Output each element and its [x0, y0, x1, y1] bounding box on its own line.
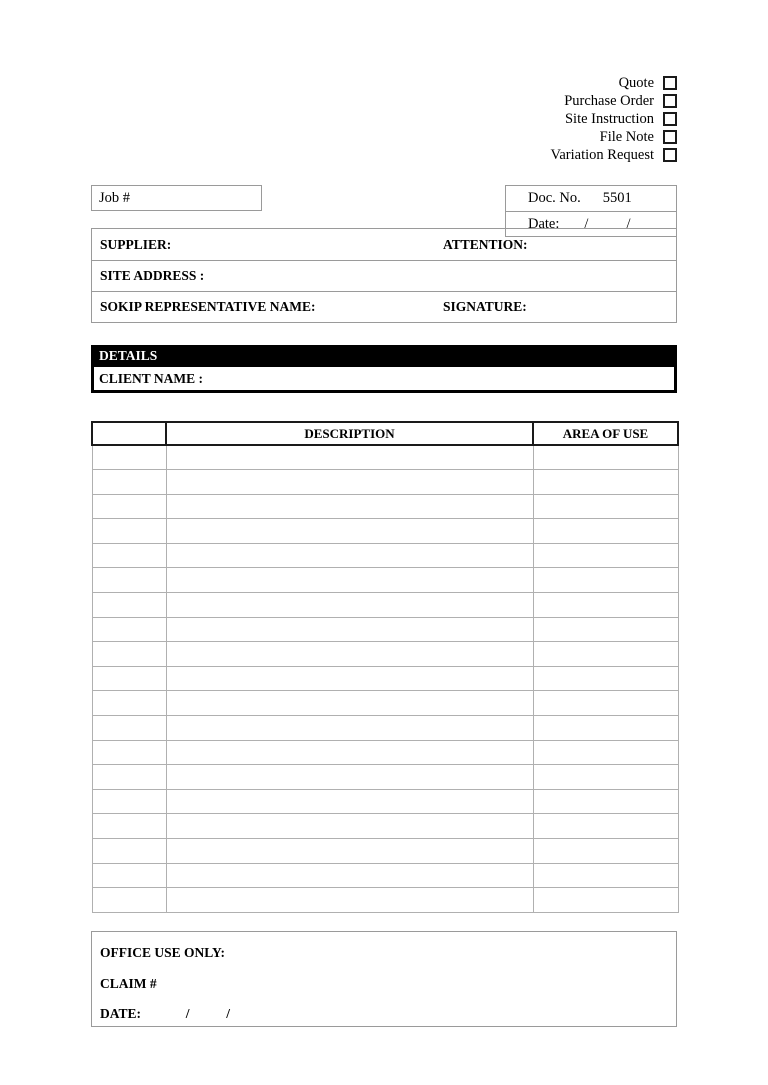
doc-number-row: [506, 186, 676, 211]
doc-number-label: Doc. No.: [528, 190, 581, 206]
cell-description[interactable]: [166, 814, 533, 839]
details-block: [91, 345, 677, 393]
cell-area-of-use[interactable]: [533, 593, 678, 618]
office-date-row[interactable]: [100, 1006, 230, 1022]
cell-area-of-use[interactable]: [533, 445, 678, 470]
checkbox-purchase-order[interactable]: [663, 94, 677, 108]
doc-date-separator-2: /: [626, 215, 631, 232]
cell-area-of-use[interactable]: [533, 691, 678, 716]
table-row[interactable]: [92, 494, 678, 519]
items-table-body: [92, 445, 678, 912]
cell-description[interactable]: [166, 691, 533, 716]
cell-description[interactable]: [166, 445, 533, 470]
cell-description[interactable]: [166, 470, 533, 495]
site-address-label: SITE ADDRESS :: [100, 268, 205, 283]
cell-index[interactable]: [92, 691, 166, 716]
items-table-header-row: [92, 422, 678, 445]
table-row[interactable]: [92, 568, 678, 593]
column-header-index: [92, 422, 166, 445]
table-row[interactable]: [92, 716, 678, 741]
cell-index[interactable]: [92, 666, 166, 691]
cell-area-of-use[interactable]: [533, 789, 678, 814]
checkbox-row-quote[interactable]: [357, 74, 677, 92]
table-row[interactable]: [92, 642, 678, 667]
cell-index[interactable]: [92, 617, 166, 642]
cell-area-of-use[interactable]: [533, 519, 678, 544]
claim-number-label: CLAIM #: [100, 976, 157, 991]
cell-area-of-use[interactable]: [533, 888, 678, 913]
supplier-row[interactable]: [92, 229, 676, 260]
office-date-separator-2: /: [226, 1006, 231, 1021]
checkbox-label-quote: Quote: [618, 75, 654, 91]
cell-index[interactable]: [92, 568, 166, 593]
cell-description[interactable]: [166, 863, 533, 888]
office-date-label: DATE:: [100, 1006, 142, 1021]
cell-index[interactable]: [92, 863, 166, 888]
table-row[interactable]: [92, 519, 678, 544]
cell-index[interactable]: [92, 716, 166, 741]
cell-area-of-use[interactable]: [533, 814, 678, 839]
cell-description[interactable]: [166, 593, 533, 618]
cell-area-of-use[interactable]: [533, 470, 678, 495]
cell-index[interactable]: [92, 470, 166, 495]
table-row[interactable]: [92, 765, 678, 790]
claim-number-row[interactable]: [100, 976, 157, 992]
checkbox-label-file-note: File Note: [599, 129, 654, 145]
checkbox-quote[interactable]: [663, 76, 677, 90]
checkbox-site-instruction[interactable]: [663, 112, 677, 126]
representative-row[interactable]: [92, 291, 676, 322]
column-header-area-of-use: AREA OF USE: [533, 422, 678, 445]
cell-area-of-use[interactable]: [533, 666, 678, 691]
table-row[interactable]: [92, 593, 678, 618]
cell-description[interactable]: [166, 789, 533, 814]
cell-index[interactable]: [92, 543, 166, 568]
table-row[interactable]: [92, 543, 678, 568]
checkbox-row-purchase-order[interactable]: [357, 92, 677, 110]
office-use-title: OFFICE USE ONLY:: [100, 945, 226, 960]
representative-name-label: SOKIP REPRESENTATIVE NAME:: [100, 299, 316, 314]
cell-index[interactable]: [92, 494, 166, 519]
items-table: [91, 421, 679, 913]
cell-index[interactable]: [92, 814, 166, 839]
cell-description[interactable]: [166, 642, 533, 667]
checkbox-row-site-instruction[interactable]: [357, 110, 677, 128]
checkbox-file-note[interactable]: [663, 130, 677, 144]
job-number-label: Job #: [99, 190, 131, 206]
table-row[interactable]: [92, 445, 678, 470]
cell-area-of-use[interactable]: [533, 642, 678, 667]
document-type-checkbox-list: [357, 74, 677, 164]
cell-description[interactable]: [166, 617, 533, 642]
client-name-row[interactable]: [91, 367, 677, 393]
cell-description[interactable]: [166, 543, 533, 568]
cell-index[interactable]: [92, 445, 166, 470]
cell-area-of-use[interactable]: [533, 716, 678, 741]
cell-description[interactable]: [166, 666, 533, 691]
cell-index[interactable]: [92, 789, 166, 814]
cell-index[interactable]: [92, 593, 166, 618]
table-row[interactable]: [92, 666, 678, 691]
column-header-description: DESCRIPTION: [166, 422, 533, 445]
job-number-field[interactable]: [91, 185, 262, 211]
checkbox-row-file-note[interactable]: [357, 128, 677, 146]
checkbox-label-site-instruction: Site Instruction: [564, 111, 654, 127]
supplier-label: SUPPLIER:: [100, 236, 172, 252]
cell-index[interactable]: [92, 519, 166, 544]
details-header: DETAILS: [91, 345, 677, 367]
cell-description[interactable]: [166, 888, 533, 913]
cell-index[interactable]: [92, 839, 166, 864]
cell-area-of-use[interactable]: [533, 543, 678, 568]
doc-date-label: Date:: [528, 215, 560, 232]
cell-area-of-use[interactable]: [533, 863, 678, 888]
table-row[interactable]: [92, 617, 678, 642]
checkbox-variation-request[interactable]: [663, 148, 677, 162]
cell-description[interactable]: [166, 716, 533, 741]
table-row[interactable]: [92, 789, 678, 814]
signature-label: SIGNATURE:: [443, 299, 527, 314]
table-row[interactable]: [92, 839, 678, 864]
site-address-row[interactable]: [92, 260, 676, 291]
doc-date-separator-1: /: [584, 215, 589, 232]
cell-description[interactable]: [166, 765, 533, 790]
cell-area-of-use[interactable]: [533, 839, 678, 864]
table-row[interactable]: [92, 888, 678, 913]
table-row[interactable]: [92, 814, 678, 839]
office-date-separator-1: /: [185, 1006, 190, 1021]
cell-description[interactable]: [166, 839, 533, 864]
cell-description[interactable]: [166, 568, 533, 593]
table-row[interactable]: [92, 863, 678, 888]
cell-area-of-use[interactable]: [533, 617, 678, 642]
cell-area-of-use[interactable]: [533, 568, 678, 593]
cell-description[interactable]: [166, 519, 533, 544]
cell-index[interactable]: [92, 642, 166, 667]
checkbox-label-purchase-order: Purchase Order: [564, 93, 654, 109]
cell-index[interactable]: [92, 740, 166, 765]
table-row[interactable]: [92, 470, 678, 495]
cell-index[interactable]: [92, 765, 166, 790]
table-row[interactable]: [92, 691, 678, 716]
cell-index[interactable]: [92, 888, 166, 913]
table-row[interactable]: [92, 740, 678, 765]
cell-area-of-use[interactable]: [533, 740, 678, 765]
cell-description[interactable]: [166, 494, 533, 519]
doc-number-value: 5501: [602, 190, 632, 206]
office-use-block: [91, 931, 677, 1027]
client-name-label: CLIENT NAME :: [99, 370, 204, 386]
checkbox-row-variation-request[interactable]: [357, 146, 677, 164]
supplier-info-block: [91, 228, 677, 323]
checkbox-label-variation-request: Variation Request: [550, 147, 654, 163]
cell-area-of-use[interactable]: [533, 494, 678, 519]
attention-label: ATTENTION:: [443, 236, 528, 252]
cell-area-of-use[interactable]: [533, 765, 678, 790]
cell-description[interactable]: [166, 740, 533, 765]
